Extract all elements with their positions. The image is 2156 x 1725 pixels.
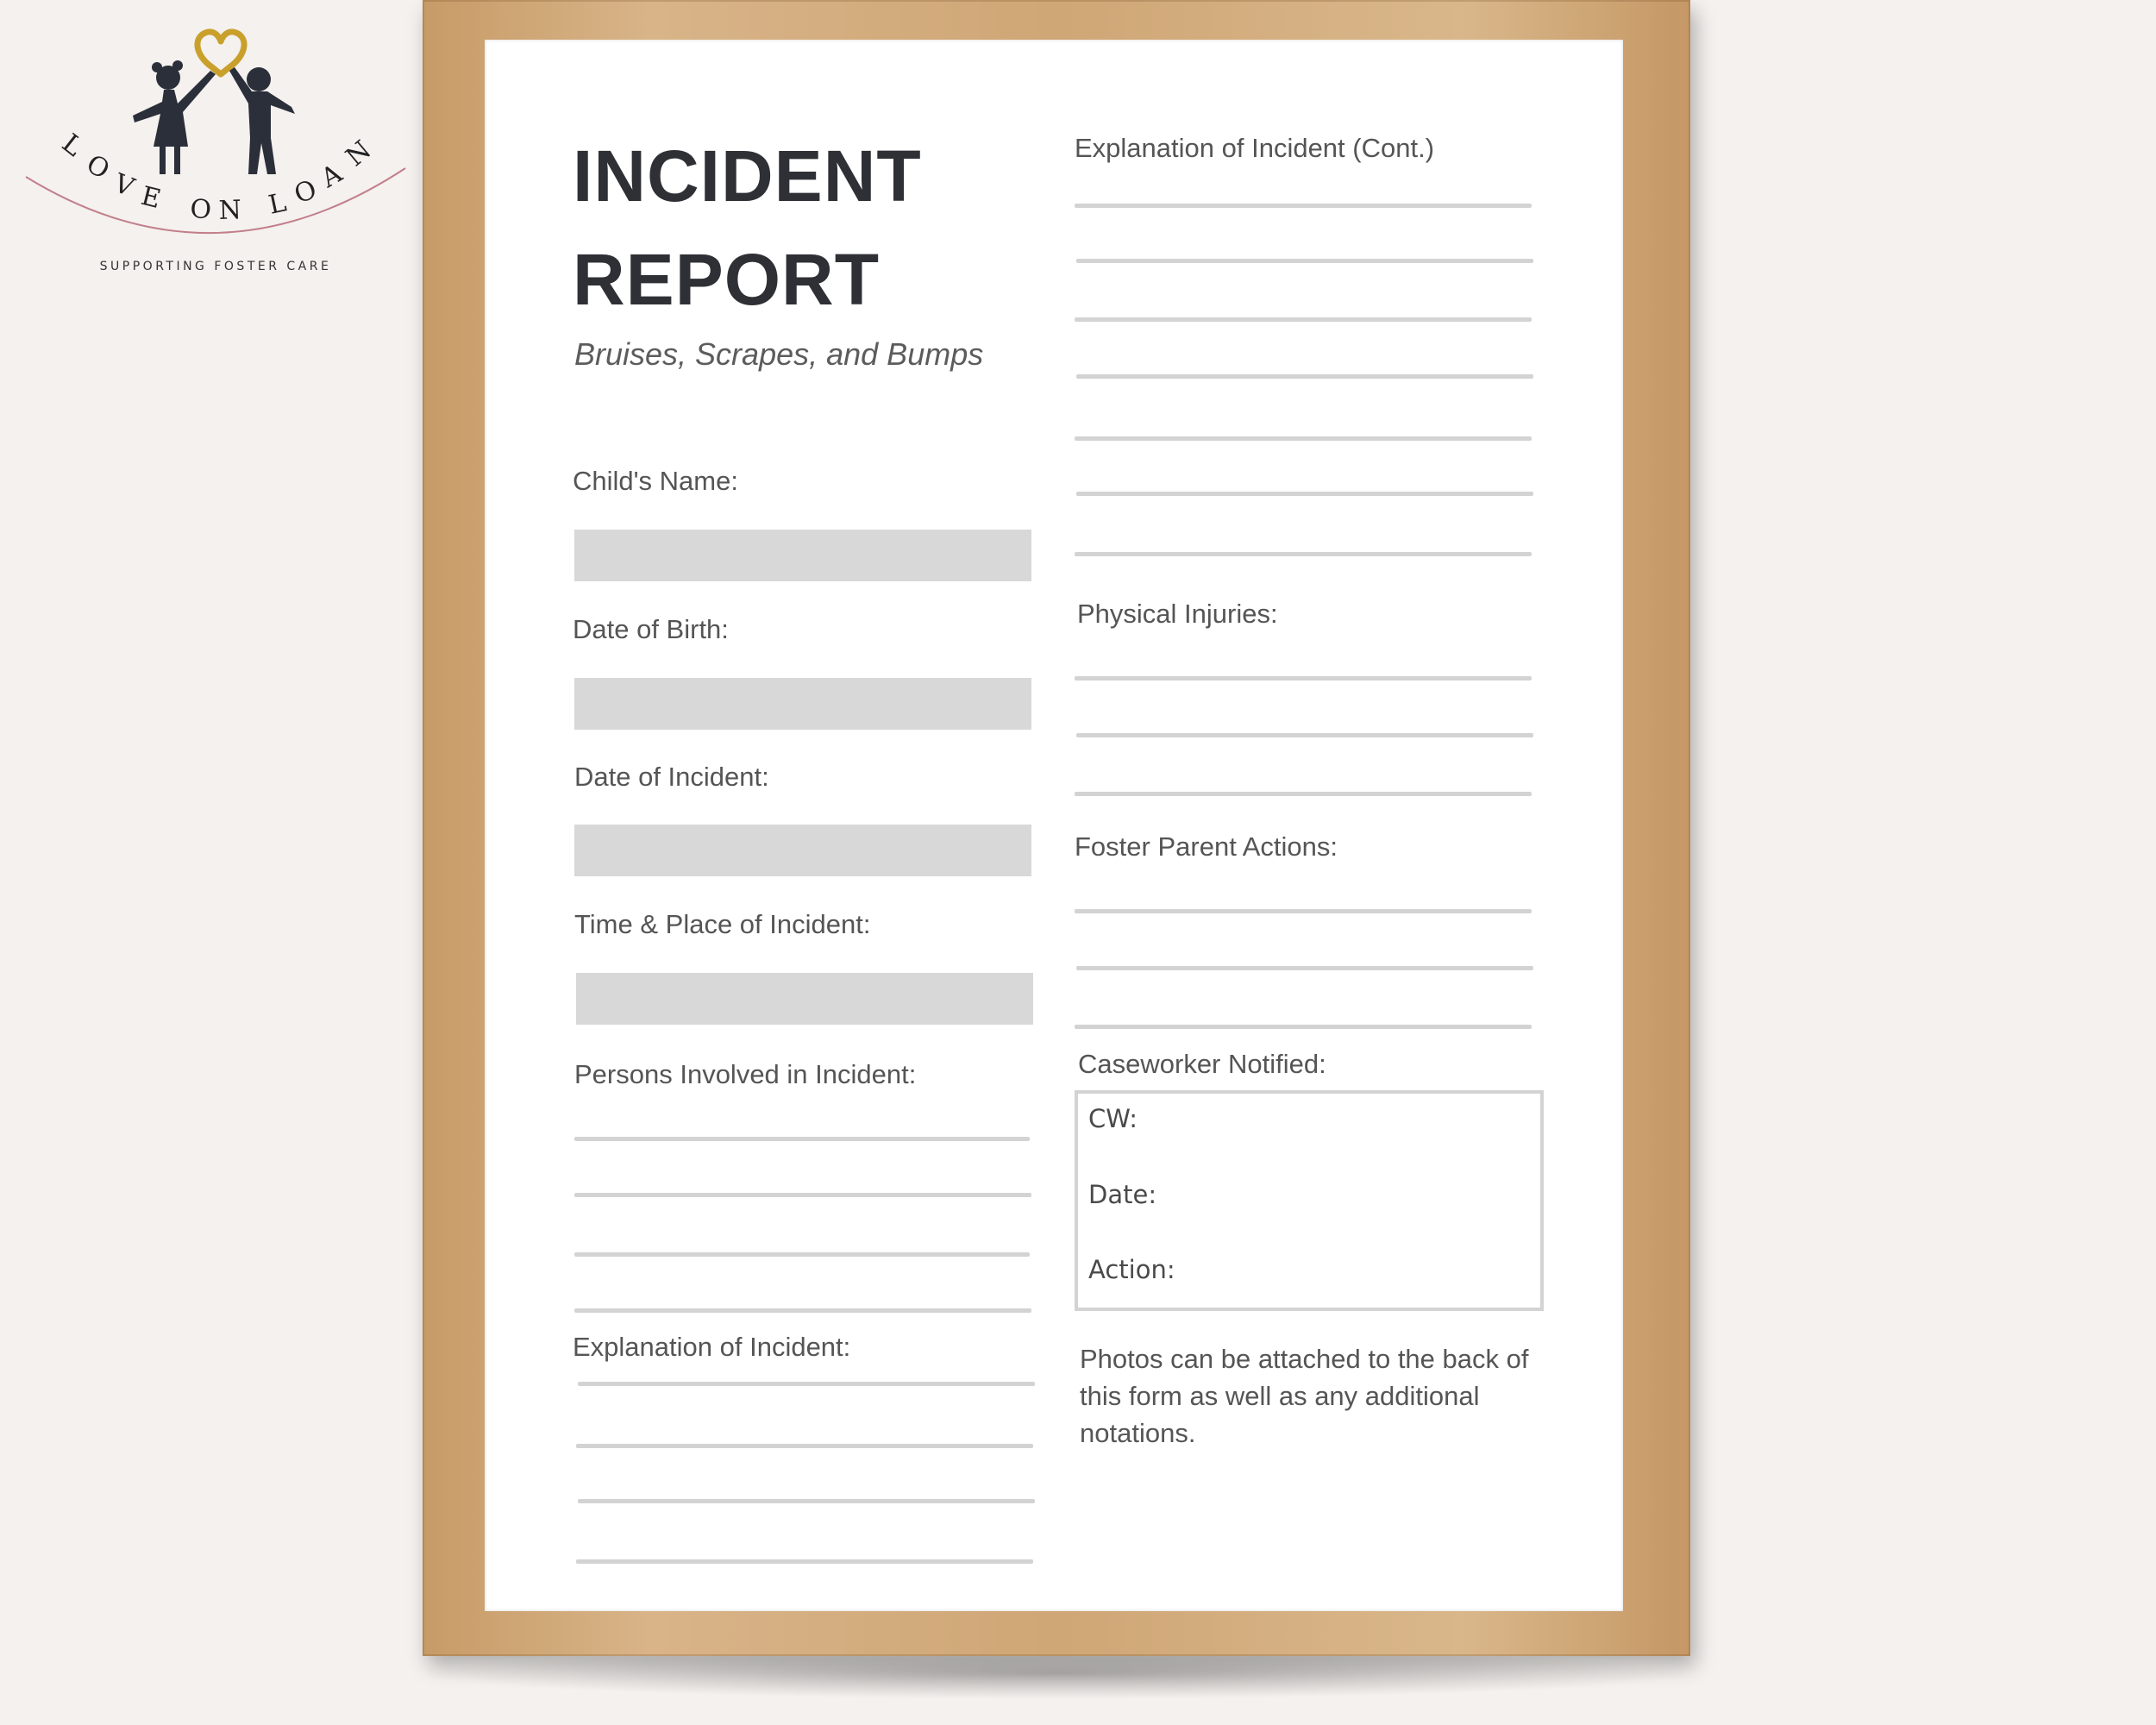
- explanation-line-4[interactable]: [576, 1559, 1033, 1564]
- svg-text:O: O: [290, 174, 321, 210]
- svg-text:V: V: [110, 167, 139, 204]
- explanation-line-1[interactable]: [578, 1382, 1035, 1386]
- form-subtitle: Bruises, Scrapes, and Bumps: [574, 336, 984, 372]
- explanation-cont-line-7[interactable]: [1075, 552, 1532, 556]
- foster-parent-actions-line-3[interactable]: [1075, 1025, 1532, 1029]
- persons-involved-line-2[interactable]: [574, 1193, 1031, 1197]
- explanation-cont-label: Explanation of Incident (Cont.): [1075, 133, 1435, 163]
- boy-figure-icon: [229, 67, 295, 174]
- form-title: [573, 124, 1038, 331]
- foster-parent-actions-line-1[interactable]: [1075, 909, 1532, 913]
- time-place-field[interactable]: [576, 973, 1033, 1025]
- picture-frame: [423, 0, 1690, 1656]
- title-line-2: REPORT: [573, 239, 881, 320]
- explanation-cont-line-6[interactable]: [1076, 492, 1533, 496]
- persons-involved-line-3[interactable]: [574, 1252, 1030, 1257]
- date-of-incident-label: Date of Incident:: [574, 762, 769, 792]
- explanation-cont-line-5[interactable]: [1075, 436, 1532, 441]
- persons-involved-line-1[interactable]: [574, 1137, 1030, 1141]
- foster-parent-actions-label: Foster Parent Actions:: [1075, 831, 1338, 862]
- title-line-1: INCIDENT: [573, 135, 922, 216]
- physical-injuries-line-2[interactable]: [1076, 733, 1533, 737]
- logo-tagline: SUPPORTING FOSTER CARE: [99, 260, 332, 273]
- svg-text:N: N: [218, 195, 242, 226]
- explanation-line-2[interactable]: [576, 1444, 1033, 1448]
- cw-date-label: Date:: [1088, 1180, 1157, 1209]
- svg-text:N: N: [340, 135, 378, 173]
- svg-text:O: O: [189, 194, 212, 226]
- girl-figure-icon: [133, 60, 216, 174]
- explanation-cont-line-2[interactable]: [1076, 259, 1533, 263]
- cw-label: CW:: [1088, 1104, 1138, 1133]
- svg-text:O: O: [81, 148, 115, 186]
- incident-report-form: [485, 40, 1623, 1611]
- explanation-label: Explanation of Incident:: [573, 1332, 851, 1362]
- logo-arc: [26, 168, 405, 233]
- cw-action-label: Action:: [1088, 1255, 1175, 1284]
- time-place-label: Time & Place of Incident:: [574, 909, 871, 939]
- foster-parent-actions-line-2[interactable]: [1076, 966, 1533, 970]
- persons-involved-label: Persons Involved in Incident:: [574, 1059, 917, 1089]
- childs-name-field[interactable]: [574, 530, 1031, 581]
- date-of-birth-label: Date of Birth:: [573, 614, 729, 644]
- explanation-cont-line-4[interactable]: [1076, 374, 1533, 379]
- svg-text:E: E: [138, 180, 164, 216]
- physical-injuries-line-1[interactable]: [1075, 676, 1532, 681]
- explanation-cont-line-3[interactable]: [1075, 317, 1532, 322]
- logo-graphic: [17, 17, 414, 267]
- svg-text:L: L: [56, 128, 89, 163]
- explanation-cont-line-1[interactable]: [1075, 204, 1532, 208]
- explanation-line-3[interactable]: [578, 1499, 1035, 1503]
- date-of-incident-field[interactable]: [574, 825, 1031, 876]
- childs-name-label: Child's Name:: [573, 466, 738, 496]
- heart-icon: [197, 32, 244, 74]
- caseworker-notified-label: Caseworker Notified:: [1078, 1049, 1326, 1079]
- date-of-birth-field[interactable]: [574, 678, 1031, 730]
- physical-injuries-line-3[interactable]: [1075, 792, 1532, 796]
- photos-note: Photos can be attached to the back of this form as well as any additional notations.: [1080, 1344, 1529, 1448]
- physical-injuries-label: Physical Injuries:: [1077, 599, 1278, 629]
- logo-brand-letters: [56, 129, 377, 226]
- svg-text:L: L: [266, 187, 290, 221]
- persons-involved-line-4[interactable]: [574, 1308, 1031, 1313]
- svg-text:A: A: [316, 158, 348, 194]
- logo: [17, 17, 414, 310]
- caseworker-box[interactable]: [1075, 1090, 1544, 1311]
